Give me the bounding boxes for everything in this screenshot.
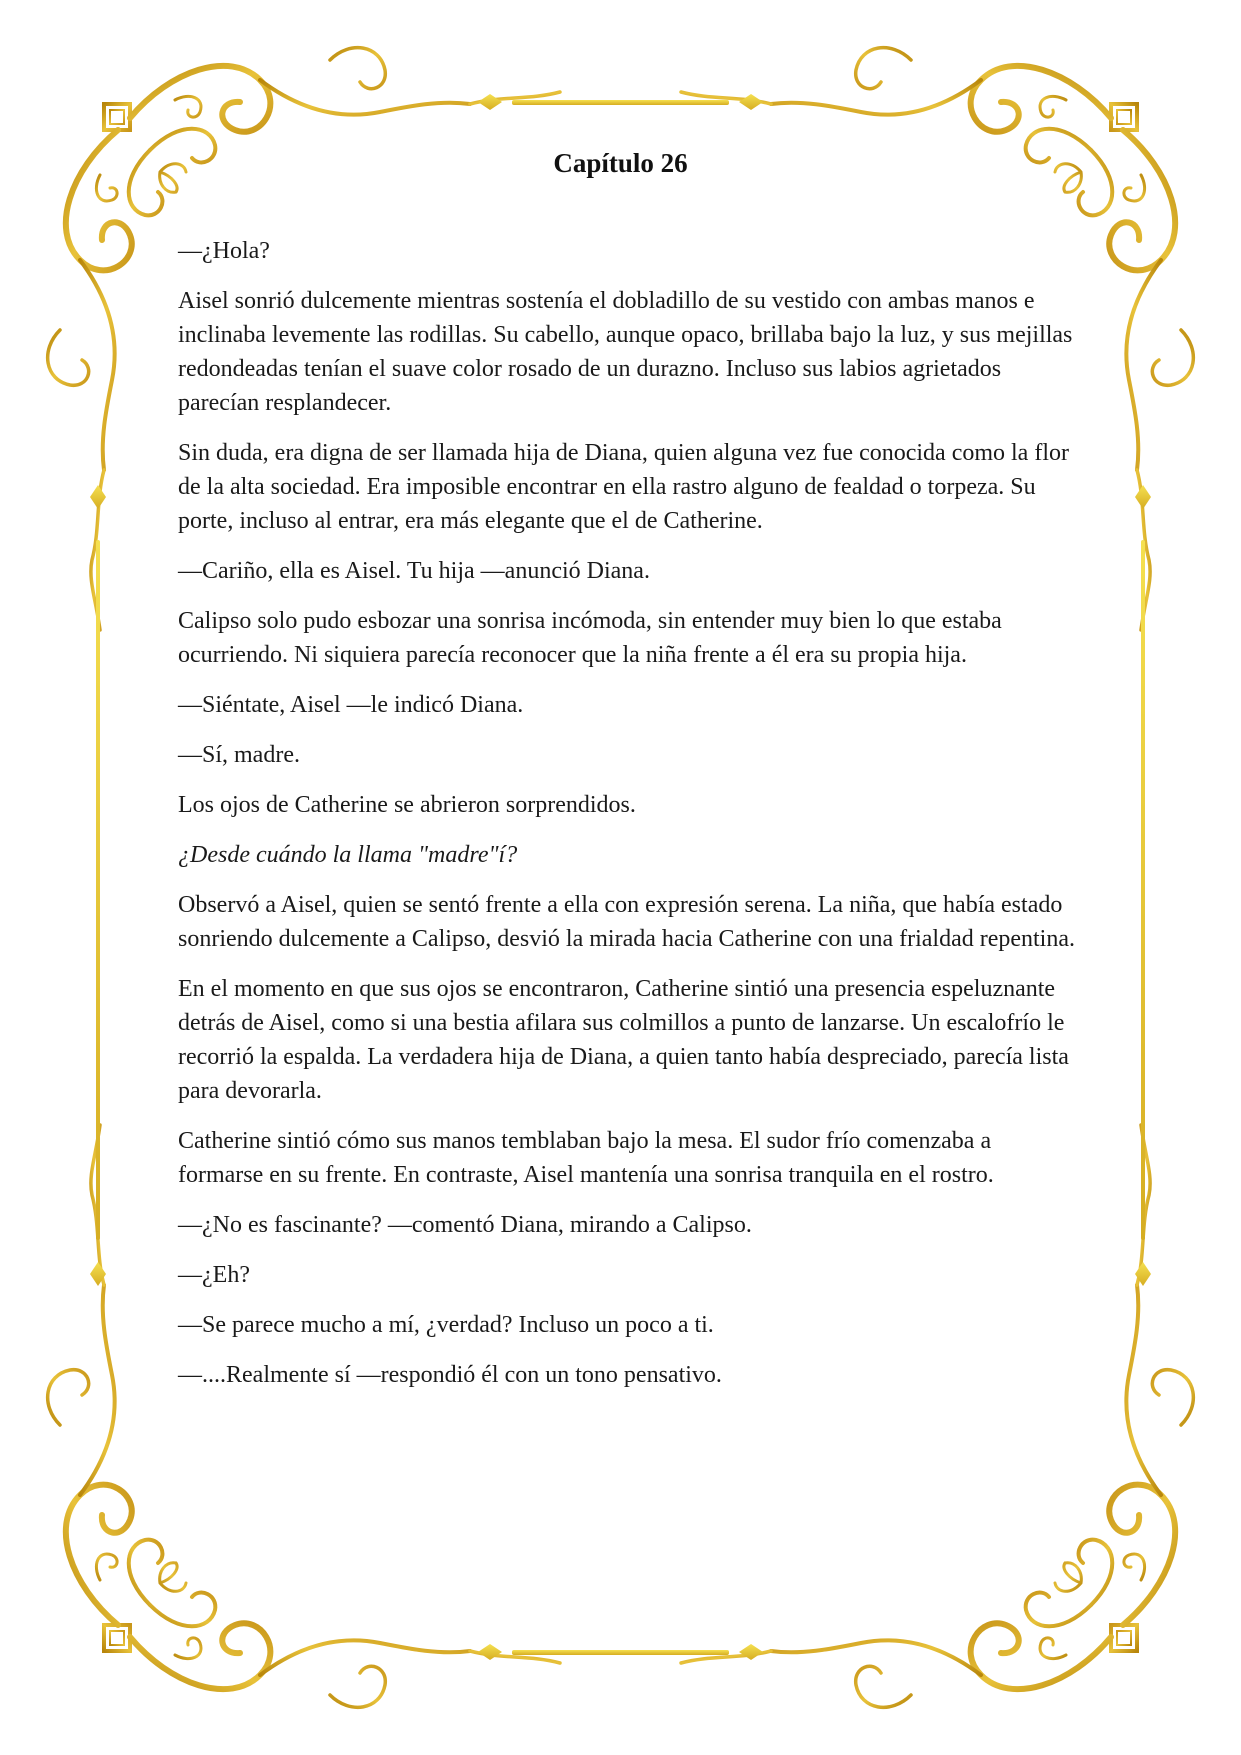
paragraph: Los ojos de Catherine se abrieron sorprendidos. [178,792,636,818]
paragraph: —Se parece mucho a mí, ¿verdad? Incluso un poco a ti. [178,1312,714,1338]
paragraph: Aisel sonrió dulcemente mientras sostenía el dobladillo de su vestido con ambas manos e inclinaba levemente las rodillas. Su cabello, aunque opaco, brillaba bajo la luz, y sus mejillas redondeadas tenían el suave color rosado de un durazno. Incluso sus labios agrietados parecían resplandecer. [178,288,1073,416]
paragraph: —Sí, madre. [178,742,300,768]
paragraph: —¿Hola? [178,238,270,264]
chapter-body [178,234,1078,1408]
paragraph: Observó a Aisel, quien se sentó frente a ella con expresión serena. La niña, que había estado sonriendo dulcemente a Calipso, desvió la mirada hacia Catherine con una frialdad repentina. [178,892,1075,952]
paragraph: Sin duda, era digna de ser llamada hija de Diana, quien alguna vez fue conocida como la flor de la alta sociedad. Era imposible encontrar en ella rastro alguno de fealdad o torpeza. Su porte, incluso al entrar, era más elegante que el de Catherine. [178,440,1069,534]
paragraph: —....Realmente sí —respondió él con un tono pensativo. [178,1362,722,1388]
paragraph: Catherine sintió cómo sus manos temblaban bajo la mesa. El sudor frío comenzaba a formarse en su frente. En contraste, Aisel mantenía una sonrisa tranquila en el rostro. [178,1128,994,1188]
paragraph: —¿Eh? [178,1262,250,1288]
paragraph: En el momento en que sus ojos se encontraron, Catherine sintió una presencia espeluznante detrás de Aisel, como si una bestia afilara sus colmillos a punto de lanzarse. Un escalofrío le recorrió la espalda. La verdadera hija de Diana, a quien tanto había despreciado, parecía lista para devorarla. [178,976,1069,1104]
paragraph-thought: ¿Desde cuándo la llama "madre"í? [178,842,518,868]
paragraph: Calipso solo pudo esbozar una sonrisa incómoda, sin entender muy bien lo que estaba ocurriendo. Ni siquiera parecía reconocer que la niña frente a él era su propia hija. [178,608,1002,668]
paragraph: —¿No es fascinante? —comentó Diana, mirando a Calipso. [178,1212,752,1238]
paragraph: —Siéntate, Aisel —le indicó Diana. [178,692,524,718]
chapter-title: Capítulo 26 [553,148,688,178]
paragraph: —Cariño, ella es Aisel. Tu hija —anunció Diana. [178,558,650,584]
